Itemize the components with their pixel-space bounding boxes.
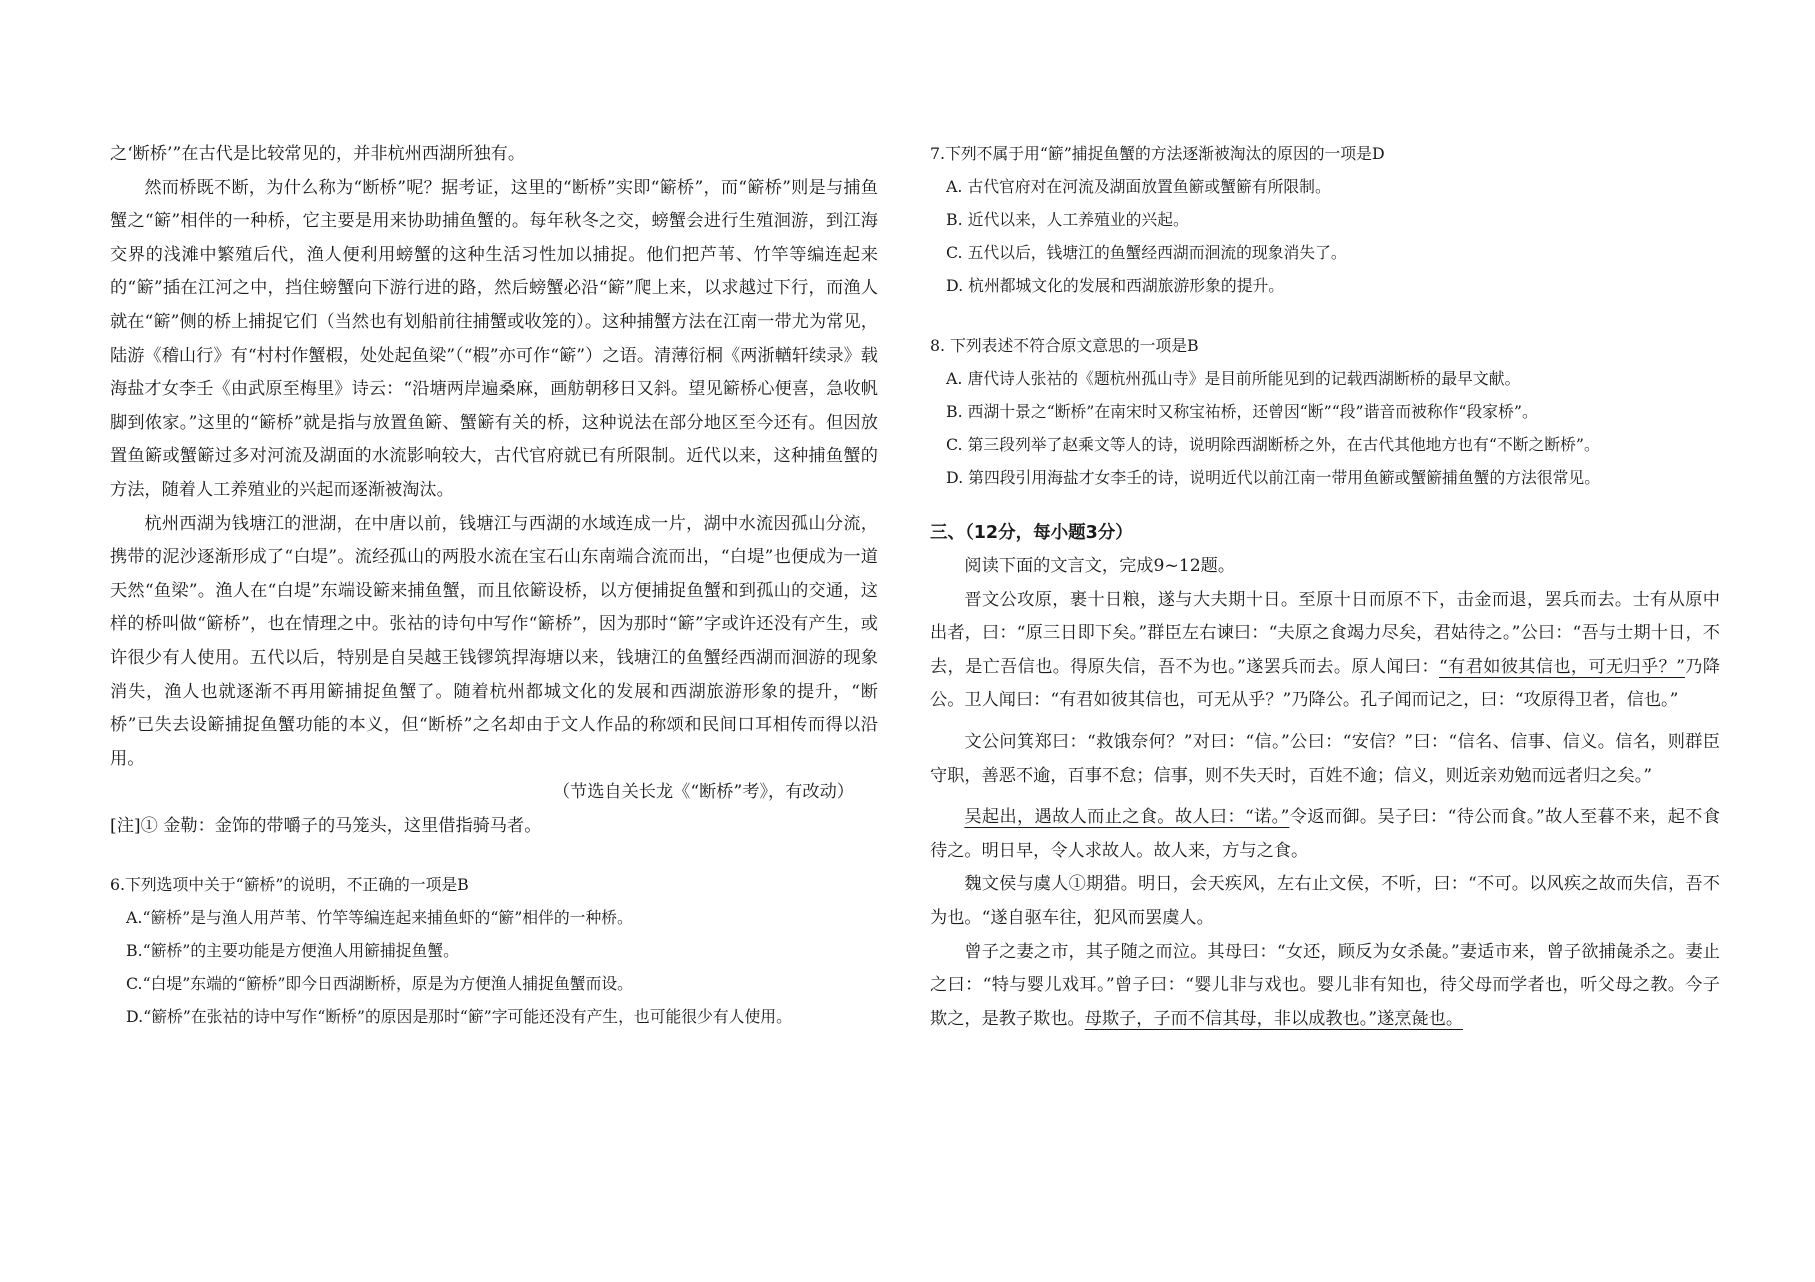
left-column xyxy=(110,138,878,1033)
underlined-sentence-3: 母欺子，子而不信其母，非以成教也。”遂烹彘也。 xyxy=(1084,1008,1464,1029)
question-8-option-a: A. 唐代诗人张祜的《题杭州孤山寺》是目前所能见到的记载西湖断桥的最早文献。 xyxy=(946,369,1521,388)
classical-paragraph-1 xyxy=(930,584,1720,718)
question-7-stem: 7.下列不属于用“簖”捕捉鱼蟹的方法逐渐被淘汰的原因的一项是D xyxy=(930,144,1385,163)
question-6 xyxy=(110,869,878,1033)
question-6-stem: 6.下列选项中关于“簖桥”的说明，不正确的一项是B xyxy=(110,875,469,895)
underlined-sentence-2: 吴起出，遇故人而止之食。故人曰：“诺。” xyxy=(964,807,1290,828)
question-8-option-c: C. 第三段列举了赵乘文等人的诗，说明除西湖断桥之外，在古代其他地方也有“不断之断桥”。 xyxy=(946,435,1600,454)
passage-source: （节选自关长龙《“断桥”考》，有改动） xyxy=(552,782,854,803)
question-7-option-d: D. 杭州都城文化的发展和西湖旅游形象的提升。 xyxy=(946,276,1285,295)
question-6-option-b: B.“簖桥”的主要功能是方便渔人用簖捕捉鱼蟹。 xyxy=(126,941,459,961)
classical-paragraph-5 xyxy=(930,936,1720,1037)
question-7-option-b: B. 近代以来，人工养殖业的兴起。 xyxy=(946,210,1189,229)
question-6-option-c: C.“白堤”东端的“簖桥”即今日西湖断桥，原是为方便渔人捕捉鱼蟹而设。 xyxy=(126,974,633,994)
question-7 xyxy=(930,138,1720,302)
classical-paragraph-5-text: 曾子之妻之市，其子随之而泣。其母曰：“女还，顾反为女杀彘。”妻适市来，曾子欲捕彘杀之。妻止之曰：“特与婴儿戏耳。”曾子曰：“婴儿非与戏也。婴儿非有知也，待父母而学者也，听父母之教。今子欺之，是教子欺也。 xyxy=(930,941,1720,1029)
section-3-intro: 阅读下面的文言文，完成9~12题。 xyxy=(964,556,1236,576)
classical-paragraph-3 xyxy=(930,801,1720,868)
passage-paragraph-3: 杭州西湖为钱塘江的泄湖，在中唐以前，钱塘江与西湖的水域连成一片，湖中水流因孤山分流，携带的泥沙逐渐形成了“白堤”。流经孤山的两股水流在宝石山东南端合流而出，“白堤”也便成为一道天然“鱼梁”。渔人在“白堤”东端设簖来捕鱼蟹，而且依簖设桥，以方便捕捉鱼蟹和到孤山的交通，这样的桥叫做“簖桥”，也在情理之中。张祜的诗句中写作“簖桥”，因为那时“簖”字或许还没有产生，或许很少有人使用。五代以后，特别是自吴越王钱镠筑捍海塘以来，钱塘江的鱼蟹经西湖而洄游的现象消失，渔人也就逐渐不再用簖捕捉鱼蟹了。随着杭州都城文化的发展和西湖旅游形象的提升，“断桥”已失去设簖捕捉鱼蟹功能的本义，但“断桥”之名却由于文人作品的称颂和民间口耳相传而得以沿用。 xyxy=(110,513,878,769)
passage-paragraph-1: 之‘断桥’”在古代是比较常见的，并非杭州西湖所独有。 xyxy=(110,144,526,164)
question-8-stem: 8. 下列表述不符合原文意思的一项是B xyxy=(930,336,1199,355)
question-7-option-a: A. 古代官府对在河流及湖面放置鱼簖或蟹簖有所限制。 xyxy=(946,177,1331,196)
passage-paragraph-2: 然而桥既不断，为什么称为“断桥”呢？据考证，这里的“断桥”实即“簖桥”，而“簖桥”则是与捕鱼蟹之“簖”相伴的一种桥，它主要是用来协助捕鱼蟹的。每年秋冬之交，螃蟹会进行生殖洄游，到江海交界的浅滩中繁殖后代，渔人便利用螃蟹的这种生活习性加以捕捉。他们把芦苇、竹竿等编连起来的“簖”插在江河之中，挡住螃蟹向下游行进的路，然后螃蟹必沿“簖”爬上来，以求越过下行，而渔人就在“簖”侧的桥上捕捉它们（当然也有划船前往捕蟹或收笼的）。这种捕蟹方法在江南一带尤为常见，陆游《稽山行》有“村村作蟹椵，处处起鱼梁”（“椵”亦可作“簖”）之语。清薄衍桐《两浙輶轩续录》载海盐才女李壬《由武原至梅里》诗云：“沿塘两岸遍桑麻，画舫朝移日又斜。望见簖桥心便喜，急收帆脚到侬家。”这里的“簖桥”就是指与放置鱼簖、蟹簖有关的桥，这种说法在部分地区至今还有。但因放置鱼簖或蟹簖过多对河流及湖面的水流影响较大，古代官府就已有所限制。近代以来，这种捕鱼蟹的方法，随着人工养殖业的兴起而逐渐被淘汰。 xyxy=(110,177,878,500)
underlined-sentence-1: “有君如彼其信也，可无归乎？” xyxy=(1439,656,1685,677)
question-8-option-d: D. 第四段引用海盐才女李壬的诗，说明近代以前江南一带用鱼簖或蟹簖捕鱼蟹的方法很常见。 xyxy=(946,468,1601,487)
question-6-option-a: A.“簖桥”是与渔人用芦苇、竹竿等编连起来捕鱼虾的“簖”相伴的一种桥。 xyxy=(126,908,633,928)
right-column xyxy=(930,138,1720,1036)
question-8-option-b: B. 西湖十景之“断桥”在南宋时又称宝祐桥，还曾因“断”“段”谐音而被称作“段家桥”。 xyxy=(946,402,1538,421)
annotation-note: [注]① 金勒：金饰的带嚼子的马笼头，这里借指骑马者。 xyxy=(110,815,542,836)
classical-paragraph-1-tail: 乃降公。卫人闻曰：“有君如彼其信也，可无从乎？”乃降公。孔子闻而记之，曰：“攻原得卫者，信也。” xyxy=(930,656,1720,711)
classical-paragraph-4: 魏文侯与虞人①期猎。明日，会天疾风，左右止文侯，不听，曰：“不可。以风疾之故而失信，吾不为也。“遂自驱车往，犯风而罢虞人。 xyxy=(930,874,1720,928)
question-6-option-d: D.“簖桥”在张祜的诗中写作“断桥”的原因是那时“簖”字可能还没有产生，也可能很少有人使用。 xyxy=(126,1007,792,1027)
classical-paragraph-3-tail: 令返而御。吴子曰：“待公而食。”故人至暮不来，起不食待之。明日早，令人求故人。故人来，方与之食。 xyxy=(930,807,1720,861)
section-3-heading: 三、（12分，每小题3分） xyxy=(930,523,1133,543)
question-7-option-c: C. 五代以后，钱塘江的鱼蟹经西湖而洄流的现象消失了。 xyxy=(946,243,1347,262)
classical-paragraph-2: 文公问箕郑曰：“救饿奈何？”对曰：“信。”公曰：“安信？”曰：“信名、信事、信义。信名，则群臣守职，善恶不逾，百事不怠；信事，则不失天时，百姓不逾；信义，则近亲劝勉而远者归之矣。” xyxy=(930,731,1720,786)
question-8 xyxy=(930,330,1720,494)
classical-paragraph-1-text: 晋文公攻原，裹十日粮，遂与大夫期十日。至原十日而原不下，击金而退，罢兵而去。士有从原中出者，曰：“原三日即下矣。”群臣左右谏曰：“夫原之食竭力尽矣，君姑待之。”公曰：“吾与士期十日，不去，是亡吾信也。得原失信，吾不为也。”遂罢兵而去。原人闻曰： xyxy=(930,589,1720,677)
